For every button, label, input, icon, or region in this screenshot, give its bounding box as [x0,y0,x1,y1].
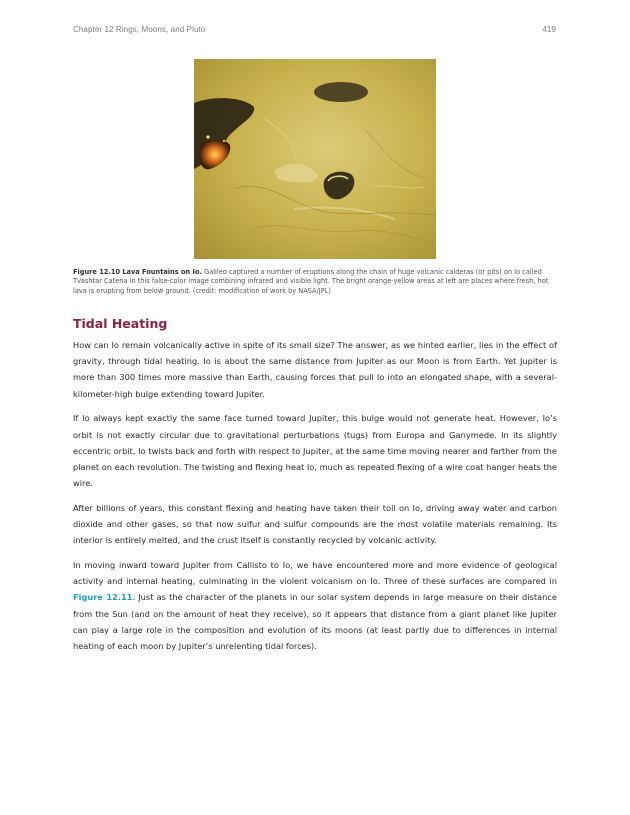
io-surface-illustration [194,59,436,259]
paragraph-1: How can Io remain volcanically active in spite of its small size? The answer, as we hinted earlier, lies in the effect of gravity, through tidal heating. Io is about the same distance from Jupiter as our Moon is from Earth. Yet Jupiter is more than 300 times more massive than Earth, causing forces that pull Io into an elongated shape, with a several-kilometer-high bulge extending toward Jupiter. [73,340,557,399]
body-text [73,337,557,663]
paragraph-4-after: . Just as the character of the planets in our solar system depends in large measure on their distance from the Sun (and on the amount of heat they receive), so it appears that distance from a giant planet like Jupiter can play a large role in the composition and evolution of its moons (at least partly due to differences in internal heating of each moon by Jupiter’s unrelenting tidal forces). [73,592,558,651]
io-lava-fountains-image [194,59,436,259]
figure-12-11-link[interactable]: Figure 12.11 [73,592,133,603]
page-number: 419 [542,25,556,34]
running-header [73,25,556,34]
figure-caption [73,268,558,296]
paragraph-4-before: In moving inward toward Jupiter from Callisto to Io, we have encountered more and more evidence of geological activity and internal heating, culminating in the violent volcanism on Io. Three of these surfaces are compared in [73,559,557,587]
paragraph-2: If Io always kept exactly the same face turned toward Jupiter, this bulge would not generate heat. However, Io’s orbit is not exactly circular due to gravitational perturbations (tugs) from Europa and Ganymede. In its slightly eccentric orbit, Io twists back and forth with respect to Jupiter, at the same time moving nearer and farther from the planet on each revolution. The twisting and flexing heat Io, much as repeated flexing of a wire coat hanger heats the wire. [73,413,558,489]
paragraph-4 [73,557,557,654]
figure-caption-text: Galileo captured a number of eruptions along the chain of huge volcanic calderas (or pits) on Io called Tvashtar Catena in this false-color image combining infrared and visible light. The bright orange-yellow areas at left are places where fresh, hot lava is erupting from below ground. (credit: modification of work by NASA/JPL) [73,268,549,295]
section-heading: Tidal Heating [73,316,168,331]
paragraph-3: After billions of years, this constant flexing and heating have taken their toll on Io, driving away water and carbon dioxide and other gases, so that now sulfur and sulfur compounds are the most volatile materials remaining. Its interior is entirely melted, and the crust itself is constantly recycled by volcanic activity. [73,502,557,546]
chapter-title: Chapter 12 Rings, Moons, and Pluto [73,25,206,34]
figure-label: Figure 12.10 Lava Fountains on Io. [73,268,202,276]
